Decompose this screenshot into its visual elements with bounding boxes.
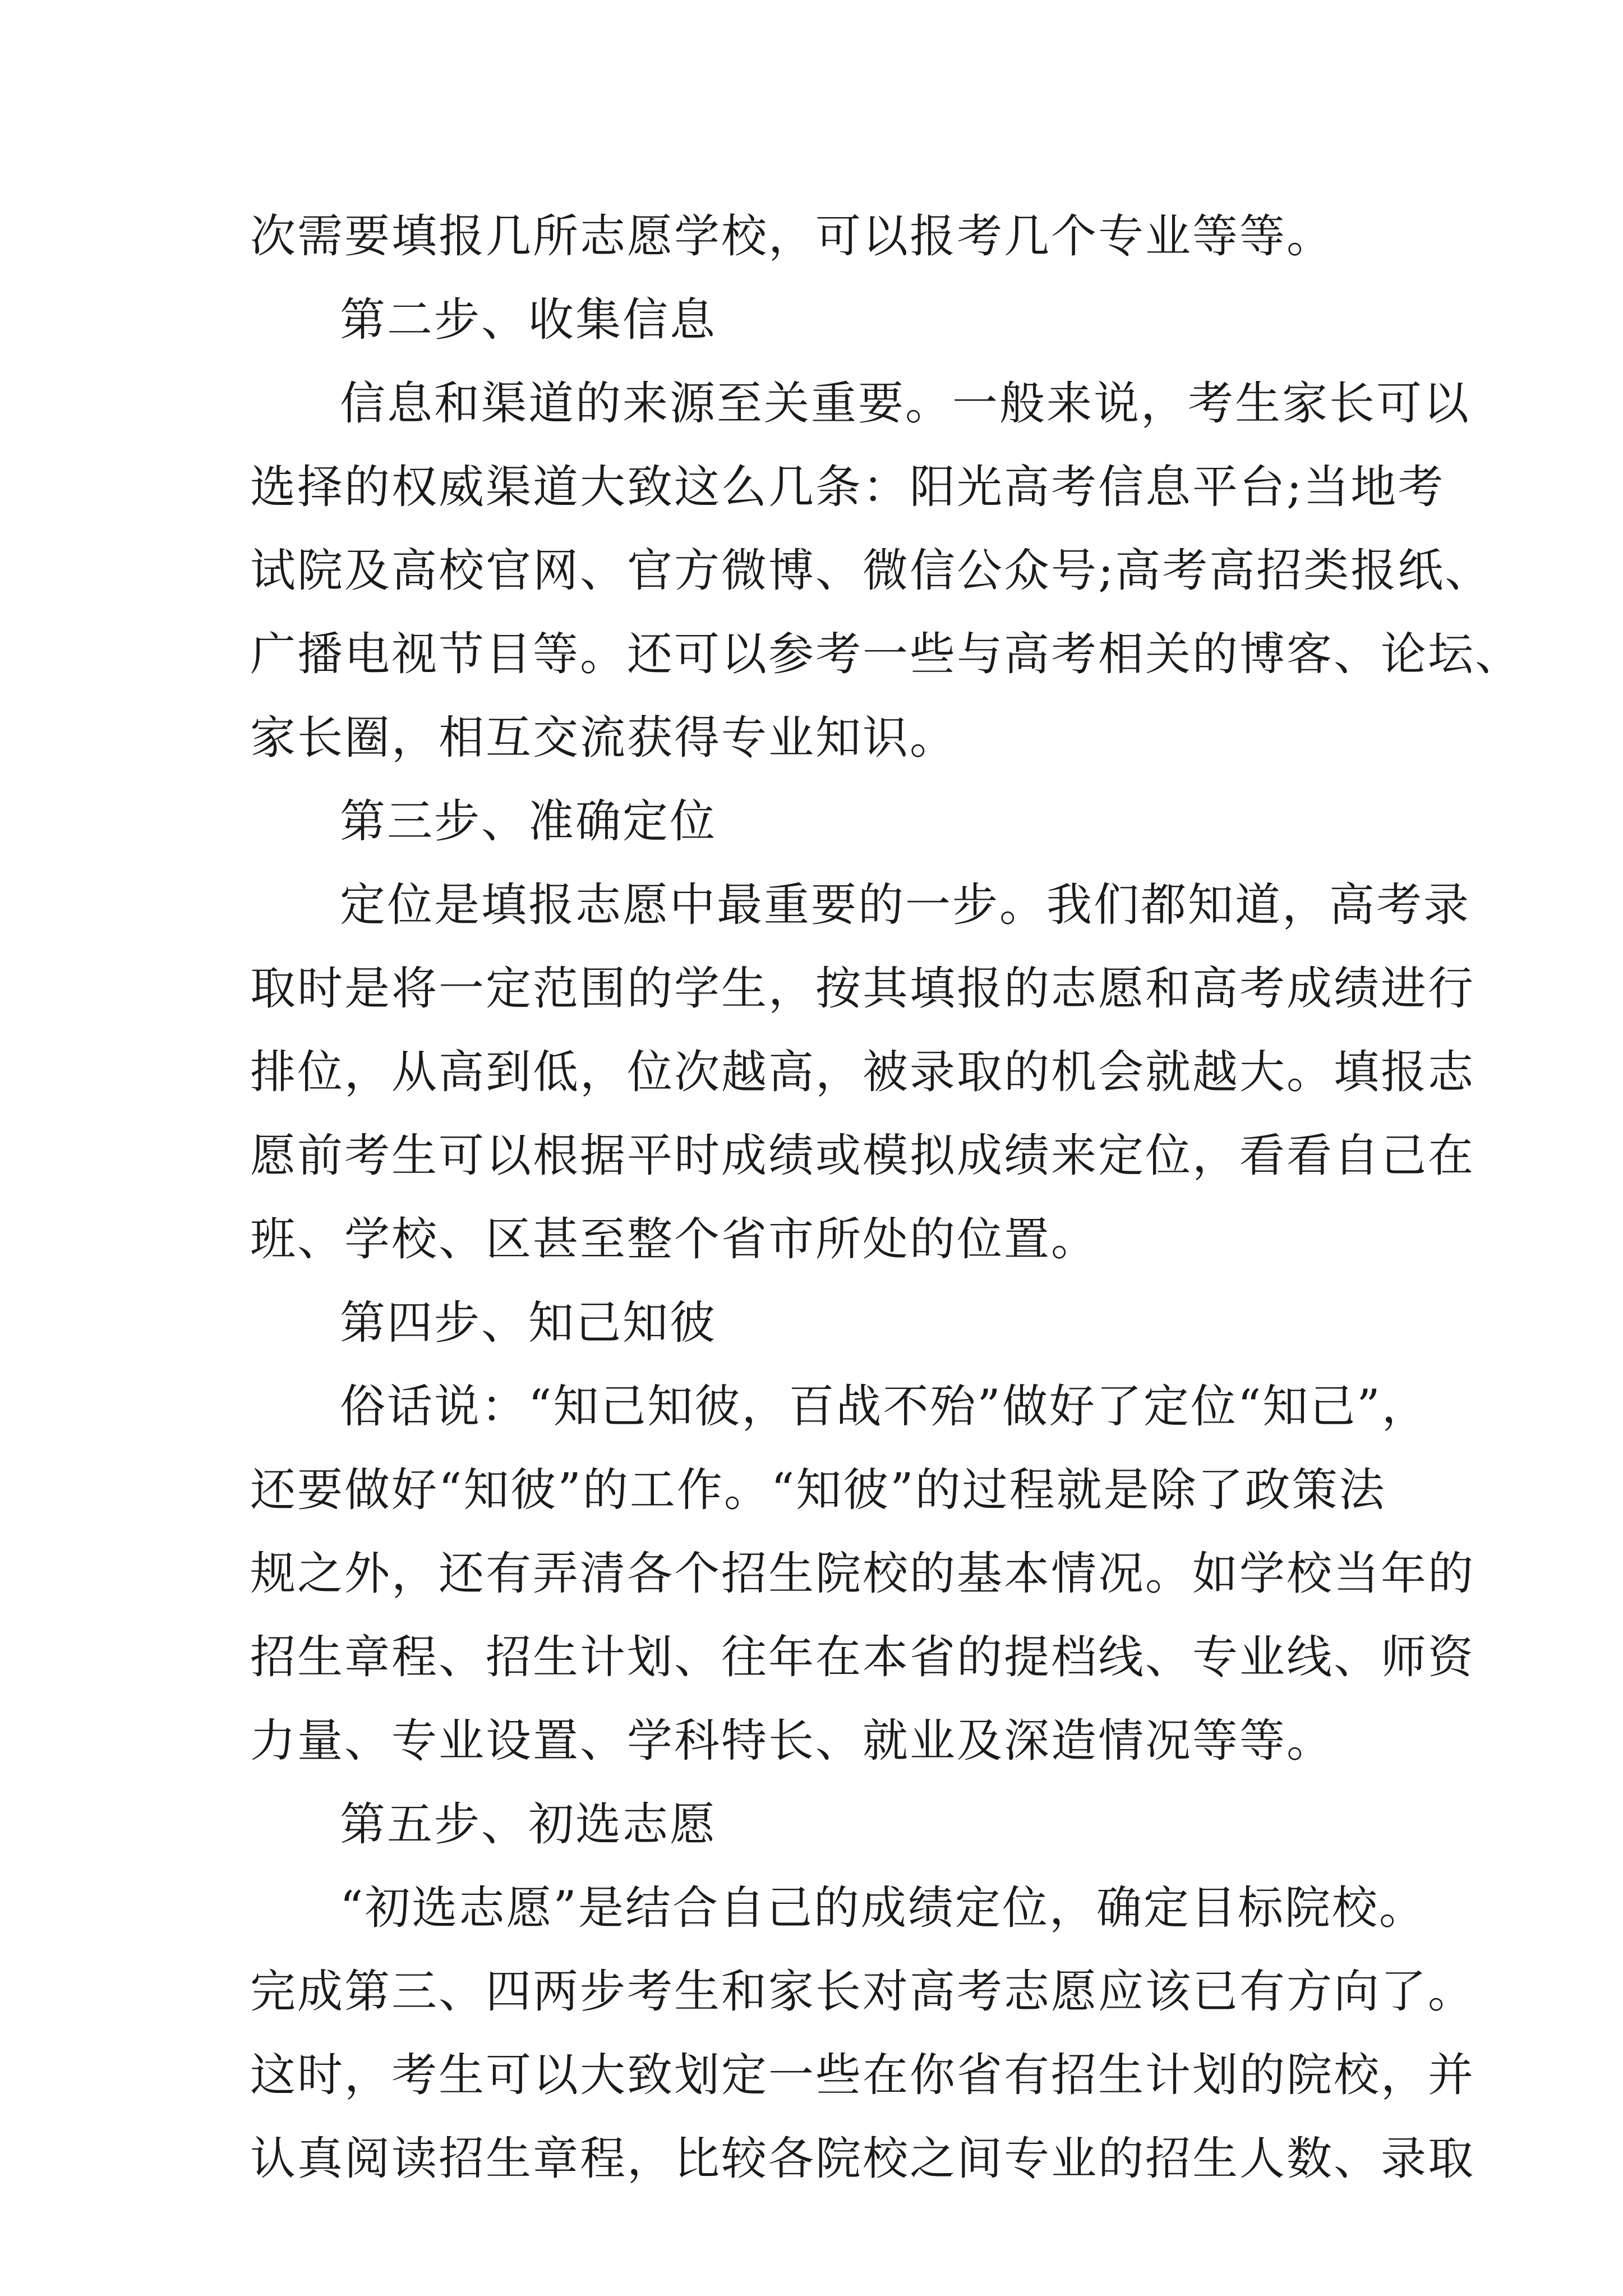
text-line: 次需要填报几所志愿学校，可以报考几个专业等等。 [250,210,1334,263]
text-line: 信息和渠道的来源至关重要。一般来说，考生家长可以 [340,378,1471,430]
text-line: 班、学校、区甚至整个省市所处的位置。 [250,1213,1099,1266]
section-heading-step-4: 第四步、知己知彼 [340,1297,717,1350]
text-line: 选择的权威渠道大致这么几条：阳光高考信息平台;当地考 [250,461,1445,514]
text-line: 认真阅读招生章程，比较各院校之间专业的招生人数、录取 [250,2133,1476,2185]
text-line: 俗话说：“知己知彼，百战不殆”做好了定位“知己”， [340,1381,1429,1433]
text-line: 家长圈，相互交流获得专业知识。 [250,712,957,765]
text-line: 广播电视节目等。还可以参考一些与高考相关的博客、论坛、 [250,628,1523,681]
section-heading-step-2: 第二步、收集信息 [340,294,717,347]
section-heading-step-3: 第三步、准确定位 [340,795,717,848]
text-line: 还要做好“知彼”的工作。“知彼”的过程就是除了政策法 [250,1464,1386,1517]
text-line: 取时是将一定范围的学生，按其填报的志愿和高考成绩进行 [250,963,1476,1015]
text-line: 愿前考生可以根据平时成绩或模拟成绩来定位，看看自己在 [250,1130,1476,1182]
text-line: 这时，考生可以大致划定一些在你省有招生计划的院校，并 [250,2049,1476,2102]
text-line: 试院及高校官网、官方微博、微信公众号;高考高招类报纸、 [250,545,1492,597]
text-line: 定位是填报志愿中最重要的一步。我们都知道，高考录 [340,879,1471,932]
text-line: 完成第三、四两步考生和家长对高考志愿应该已有方向了。 [250,1966,1476,2018]
text-line: 规之外，还有弄清各个招生院校的基本情况。如学校当年的 [250,1548,1476,1600]
text-line: 排位，从高到低，位次越高，被录取的机会就越大。填报志 [250,1046,1476,1099]
text-line: “初选志愿”是结合自己的成绩定位，确定目标院校。 [340,1882,1426,1935]
text-line: 招生章程、招生计划、往年在本省的提档线、专业线、师资 [250,1631,1476,1684]
text-line: 力量、专业设置、学科特长、就业及深造情况等等。 [250,1715,1334,1768]
section-heading-step-5: 第五步、初选志愿 [340,1798,717,1851]
